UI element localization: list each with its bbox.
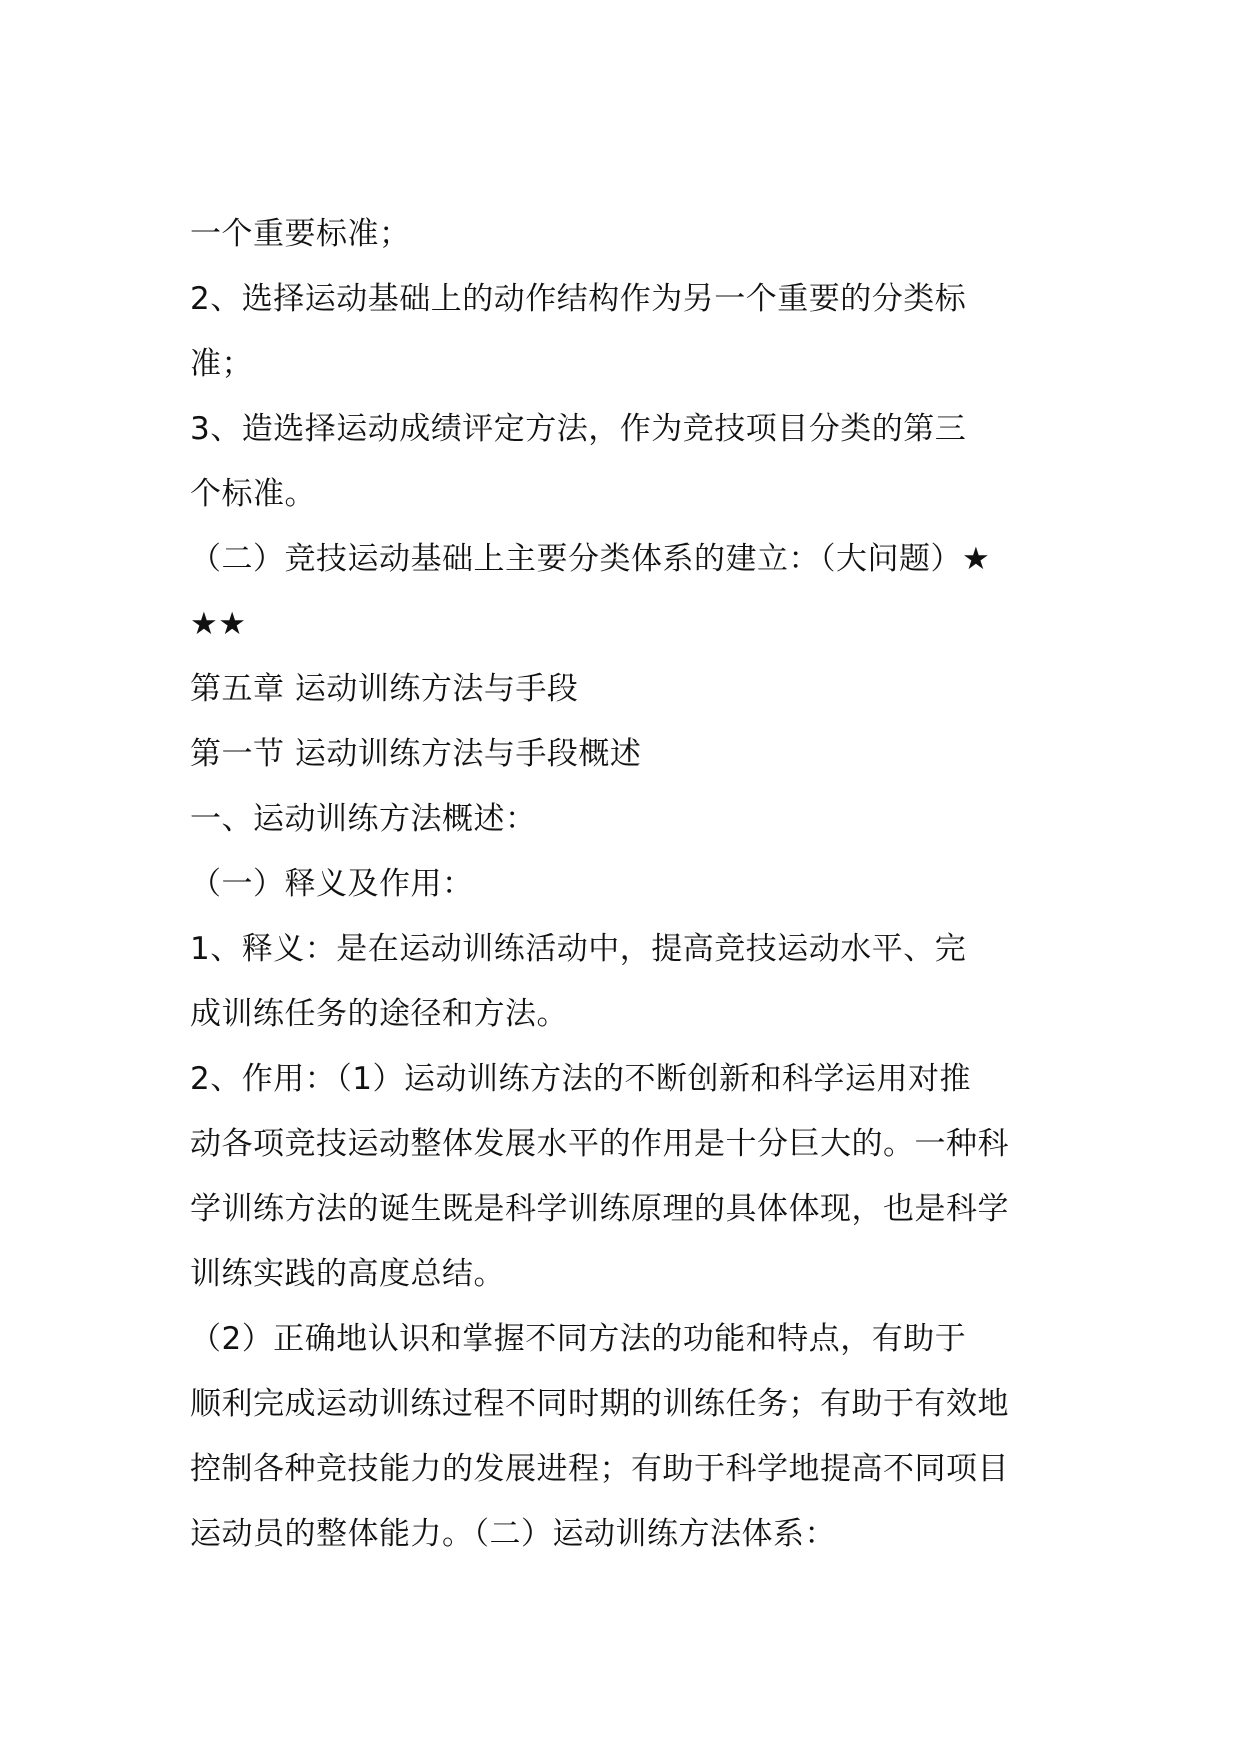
chapter-heading: 第五章 运动训练方法与手段 [190, 671, 579, 707]
text-line: ★★ [190, 606, 247, 642]
section-heading: 第一节 运动训练方法与手段概述 [190, 736, 642, 772]
text-line: 2、选择运动基础上的动作结构作为另一个重要的分类标 [190, 281, 967, 317]
text-line: （2）正确地认识和掌握不同方法的功能和特点，有助于 [190, 1321, 967, 1357]
text-line: （一）释义及作用： [190, 866, 474, 902]
text-line: 成训练任务的途径和方法。 [190, 996, 568, 1032]
text-line: 顺利完成运动训练过程不同时期的训练任务；有助于有效地 [190, 1386, 1009, 1422]
text-line: 学训练方法的诞生既是科学训练原理的具体体现，也是科学 [190, 1191, 1009, 1227]
subsection-heading: 一、运动训练方法概述： [190, 801, 537, 837]
text-line: 3、造选择运动成绩评定方法，作为竞技项目分类的第三 [190, 411, 967, 447]
text-line: 个标准。 [190, 476, 316, 512]
text-line: 控制各种竞技能力的发展进程；有助于科学地提高不同项目 [190, 1451, 1009, 1487]
text-line: 2、作用：（1）运动训练方法的不断创新和科学运用对推 [190, 1061, 971, 1097]
text-line: （二）竞技运动基础上主要分类体系的建立：（大问题）★ [190, 541, 991, 577]
text-line: 训练实践的高度总结。 [190, 1256, 505, 1292]
text-line: 动各项竞技运动整体发展水平的作用是十分巨大的。一种科 [190, 1126, 1009, 1162]
text-line: 运动员的整体能力。（二）运动训练方法体系： [190, 1516, 836, 1552]
document-body [190, 202, 1060, 1567]
text-line: 一个重要标准； [190, 216, 411, 252]
text-line: 1、释义：是在运动训练活动中，提高竞技运动水平、完 [190, 931, 967, 967]
text-line: 准； [190, 346, 253, 382]
